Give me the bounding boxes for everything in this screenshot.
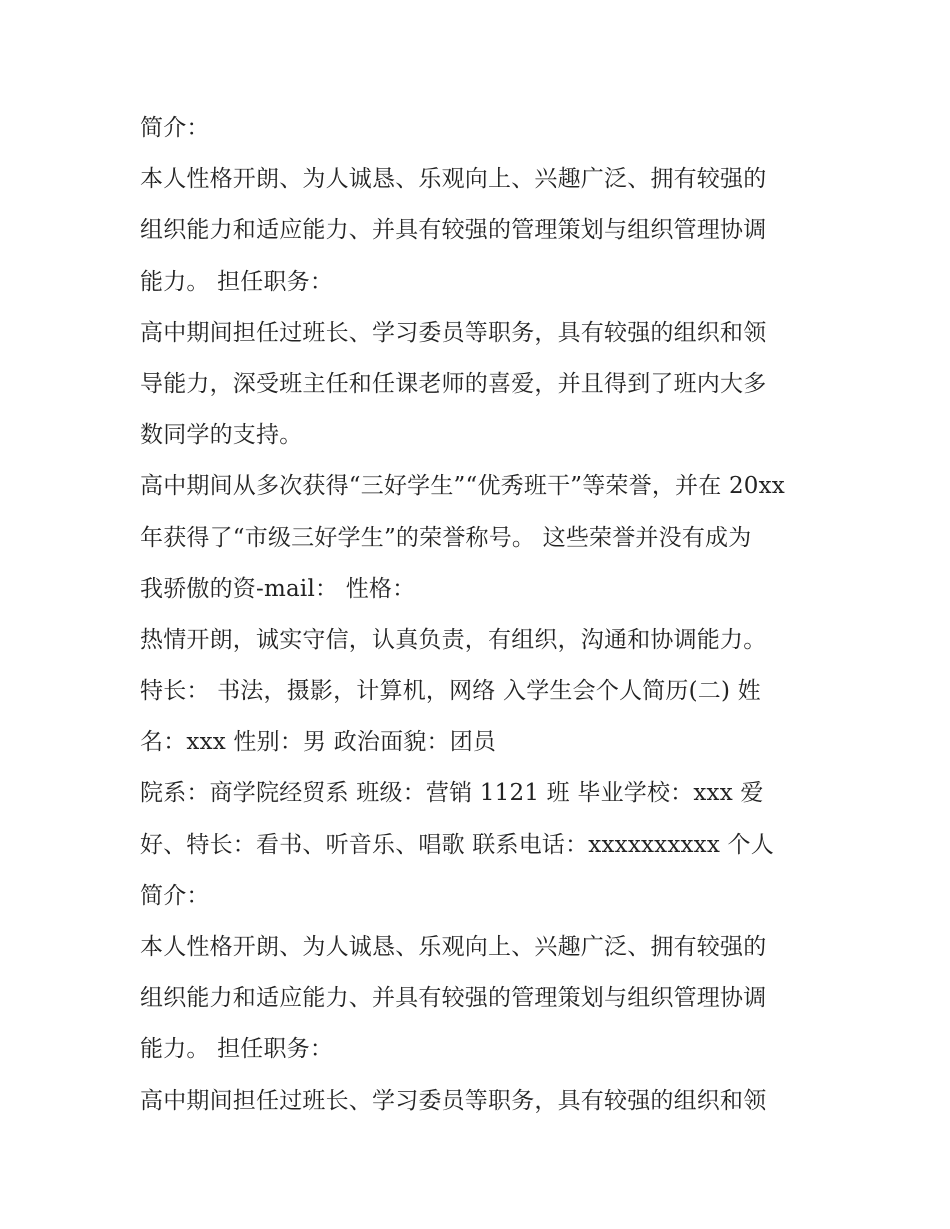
text-line: 院系：商学院经贸系 班级：营销 1121 班 毕业学校：xxx 爱 [140,780,764,807]
text-line: 简介： [140,882,210,909]
text-line: 导能力，深受班主任和任课老师的喜爱，并且得到了班内大多 [140,370,767,397]
text-line: 我骄傲的资-mail： 性格： [140,575,416,602]
text-line: 能力。 担任职务： [140,1036,334,1063]
text-line: 高中期间担任过班长、学习委员等职务，具有较强的组织和领 [140,1087,767,1114]
text-line: 简介： [140,115,210,141]
text-line: 热情开朗，诚实守信，认真负责，有组织，沟通和协调能力。 [140,626,767,653]
text-line: 本人性格开朗、为人诚恳、乐观向上、兴趣广泛、拥有较强的 [140,166,767,193]
text-line: 数同学的支持。 [140,422,303,449]
text-line: 组织能力和适应能力、并具有较强的管理策划与组织管理协调 [140,985,767,1012]
text-line: 好、特长：看书、听音乐、唱歌 联系电话：xxxxxxxxxx 个人 [140,831,774,858]
text-line: 高中期间担任过班长、学习委员等职务，具有较强的组织和领 [140,319,767,346]
text-line: 本人性格开朗、为人诚恳、乐观向上、兴趣广泛、拥有较强的 [140,934,767,960]
text-line: 特长： 书法，摄影，计算机，网络 入学生会个人简历(二) 姓 [140,678,761,705]
text-line: 高中期间从多次获得“三好学生”“优秀班干”等荣誉，并在 20xx [140,473,785,500]
text-line: 年获得了“市级三好学生”的荣誉称号。 这些荣誉并没有成为 [140,524,752,551]
text-line: 能力。 担任职务： [140,268,334,295]
text-line: 组织能力和适应能力、并具有较强的管理策划与组织管理协调 [140,217,767,244]
document-body [140,103,830,1127]
text-line: 名：xxx 性别：男 政治面貌：团员 [140,729,497,756]
